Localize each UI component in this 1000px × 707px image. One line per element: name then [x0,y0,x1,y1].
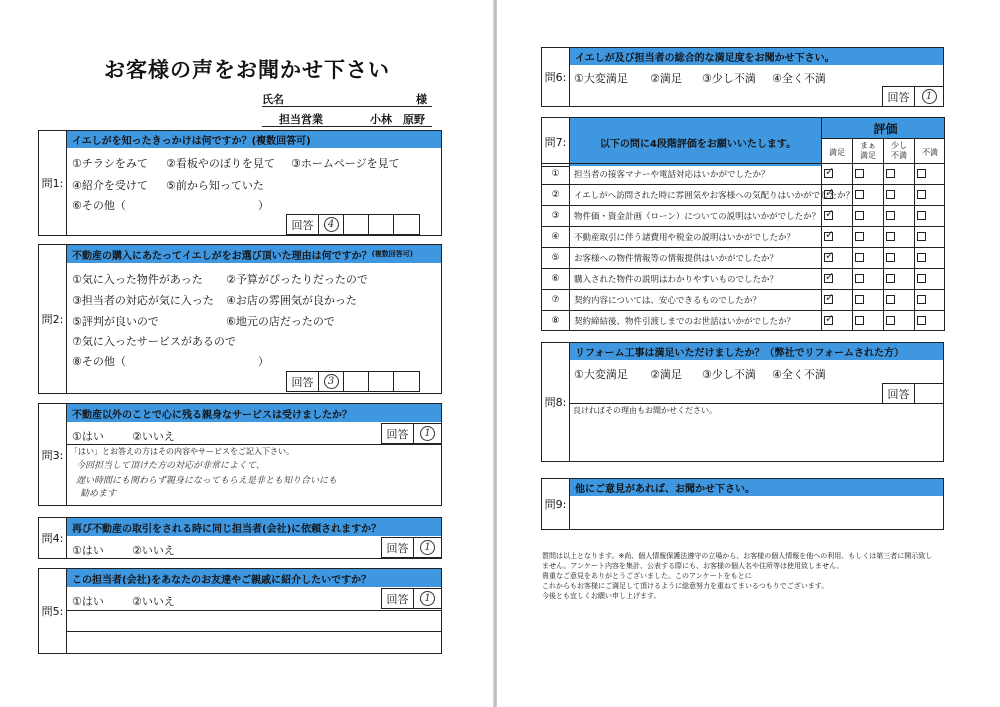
left-page [0,0,494,707]
q8-heading: リフォーム工事は満足いただけましたか？（弊社でリフォームされた方） [570,343,943,360]
q2-option-1[interactable]: ①気に入った物件があった [72,273,203,286]
q8-label: 問8: [541,342,570,462]
q7-checkbox[interactable] [855,295,864,304]
q7-checkbox[interactable] [855,169,864,178]
q7-row [541,205,947,226]
q6-answer-label: 回答 [883,87,915,106]
q3-label: 問3: [38,403,67,506]
footer-line-1: 質問は以上となります。※尚、個人情報保護法遵守の立場から、お客様の個人情報を他への利用、もしくは第三者に開示致し [542,552,933,560]
footer-line-4: これからもお客様にご満足して頂けるように総意努力を重ねてまいるつもりでございます。 [542,582,829,590]
q5-answer-box[interactable] [381,588,442,609]
q7-col-4: 不満 [922,148,938,157]
q7-checkbox[interactable] [855,232,864,241]
q1-option-1[interactable]: ①チラシをみて [72,157,148,170]
q8-reason-label: 良ければその理由もお聞かせください。 [573,406,717,415]
q6-label: 問6: [541,47,570,107]
q1-answer-box[interactable] [286,214,420,235]
q4-heading: 再び不動産の取引をされる時に同じ担当者(会社)に依頼されますか？ [67,518,441,536]
q1-option-2[interactable]: ②看板やのぼりを見て [166,157,275,170]
q7-checkbox[interactable] [917,274,926,283]
q7-row-number: ② [551,189,560,200]
q7-checkbox[interactable] [917,190,926,199]
q5-answer-label: 回答 [382,589,414,608]
q7-row-question: 購入された物件の説明はわかりやすいものでしたか？ [574,274,779,285]
q7-col-2: まぁ満足 [860,141,876,160]
q7-row-number: ⑦ [551,294,560,305]
q7-rows [541,163,945,331]
q7-row-number: ① [551,168,560,179]
q2-option-4[interactable]: ④お店の雰囲気が良かった [226,294,357,307]
q6-option-2[interactable]: ②満足 [650,72,682,85]
sales-name: 小林 原野 [370,113,425,126]
q9-heading: 他にご意見があれば、お聞かせ下さい。 [570,479,943,496]
q7-heading: 以下の問に4段階評価をお願いいたします。 [570,118,821,166]
q2-option-8[interactable]: ⑧その他（ [72,355,126,368]
q2-label: 問2: [38,244,67,394]
q1-option-4[interactable]: ④紹介を受けて [72,179,148,192]
sales-label: 担当営業 [279,113,323,126]
q7-checkbox[interactable] [824,232,833,241]
q3-option-1[interactable]: ①はい [72,430,104,443]
q7-checkbox[interactable] [824,190,833,199]
q8-option-3[interactable]: ③少し不満 [702,368,756,381]
page-title: お客様の声をお聞かせ下さい [104,58,390,82]
q1-option-3[interactable]: ③ホームページを見て [291,157,400,170]
q7-checkbox[interactable] [886,295,895,304]
q7-row-question: お客様への物件情報等の情報提供はいかがでしたか？ [574,253,779,264]
q1-option-6[interactable]: ⑥その他（ [72,199,126,212]
q7-checkbox[interactable] [824,211,833,220]
q7-row [541,163,947,184]
q8-answer-box[interactable] [882,383,944,404]
q7-checkbox[interactable] [917,232,926,241]
q7-row [541,247,947,268]
q7-checkbox[interactable] [855,211,864,220]
q3-answer-box[interactable] [381,423,442,444]
q8-answer-value [915,384,943,403]
q2-heading [67,245,441,263]
q7-checkbox[interactable] [917,211,926,220]
footer-notice [542,551,947,601]
q2-heading-text: 不動産の購入にあたってイエしがをお選び頂いた理由は何ですか？ [72,250,372,262]
q6-option-3[interactable]: ③少し不満 [702,72,756,85]
q2-option-2[interactable]: ②予算がぴったりだったので [226,273,368,286]
q7-eval-title: 評価 [822,118,944,138]
q2-heading-note: (複数回答可) [371,250,414,258]
q7-checkbox[interactable] [886,211,895,220]
q8-option-2[interactable]: ②満足 [650,368,682,381]
q4-answer-value: 1 [420,540,435,555]
q2-option-3[interactable]: ③担当者の対応が気に入った [72,294,214,307]
q6-answer-value: 1 [922,89,937,104]
q6-heading: イエしが及び担当者の総合的な満足度をお聞かせ下さい。 [570,48,943,65]
q2-answer-box[interactable] [286,371,420,392]
q7-row-question: 物件価・資金計画（ローン）についての説明はいかがでしたか？ [574,211,821,222]
q2-option-6[interactable]: ⑥地元の店だったので [226,315,335,328]
q7-label: 問7: [541,117,570,167]
q1-label: 問1: [38,130,67,236]
q7-row-number: ⑤ [551,252,560,263]
sama-label: 様 [416,93,427,106]
q7-checkbox[interactable] [824,169,833,178]
q7-checkbox[interactable] [886,190,895,199]
q6-answer-box[interactable] [882,86,944,107]
q7-checkbox[interactable] [886,169,895,178]
q3-handwriting-2: 遅い時間にも関わらず親身になってもらえ是非とも知り合いにも [76,476,338,486]
q1-answer-label: 回答 [287,215,319,234]
q3-answer-value: 1 [420,426,435,441]
q7-checkbox[interactable] [917,295,926,304]
q7-row-question: イエしがへ訪問された時に雰囲気やお客様への気配りはいかがでしたか？ [574,190,855,201]
q8-answer-label: 回答 [883,384,915,403]
q7-checkbox[interactable] [886,316,895,325]
q5-answer-value: 1 [420,591,435,606]
q7-row [541,184,947,205]
q3-handwriting-1: 今回担当して頂けた方の対応が非常によくて、 [76,461,265,471]
q3-option-2[interactable]: ②いいえ [132,430,175,443]
q5-option-1[interactable]: ①はい [72,595,104,608]
q7-checkbox[interactable] [824,253,833,262]
q4-option-1[interactable]: ①はい [72,544,104,557]
q6-option-1[interactable]: ①大変満足 [574,72,628,85]
q1-option-5[interactable]: ⑤前から知っていた [166,179,264,192]
q7-checkbox[interactable] [917,253,926,262]
q7-checkbox[interactable] [824,274,833,283]
q7-row-number: ⑧ [551,315,560,326]
q7-row-question: 契約締結後、物件引渡しまでのお世話はいかがでしたか？ [574,316,796,327]
q6-option-4[interactable]: ④全く不満 [772,72,826,85]
q7-row-question: 担当者の接客マナーや電話対応はいかがでしたか？ [574,169,770,180]
q7-row-question: 契約内容については、安心できるものでしたか？ [574,295,761,306]
footer-line-5: 今後とも宜しくお願い申し上げます。 [542,592,661,600]
q7-checkbox[interactable] [855,253,864,262]
q7-row-question: 不動産取引に伴う諸費用や税金の説明はいかがでしたか？ [574,232,796,243]
footer-line-3: 貴重なご意見をありがとうございました。このアンケートをもとに [542,572,752,580]
q5-option-2[interactable]: ②いいえ [132,595,175,608]
q1-answer-value: 4 [324,217,339,232]
q2-answer-value: 3 [324,374,339,389]
q4-option-2[interactable]: ②いいえ [132,544,175,557]
q2-option-7[interactable]: ⑦気に入ったサービスがあるので [72,335,236,348]
q7-row [541,310,947,331]
q7-checkbox[interactable] [824,316,833,325]
q1-heading: イエしがを知ったきっかけは何ですか？(複数回答可) [67,131,441,148]
q7-checkbox[interactable] [917,316,926,325]
q7-checkbox[interactable] [886,274,895,283]
q7-col-1: 満足 [829,148,845,157]
q7-checkbox[interactable] [855,190,864,199]
q7-col-3: 少し不満 [891,141,907,160]
q4-label: 問4: [38,517,67,559]
q7-checkbox[interactable] [917,169,926,178]
q7-checkbox[interactable] [886,232,895,241]
q7-row [541,268,947,289]
q7-row-number: ⑥ [551,273,560,284]
q7-checkbox[interactable] [855,274,864,283]
q9-label: 問9: [541,478,570,530]
q3-answer-label: 回答 [382,424,414,443]
q4-answer-box[interactable] [381,537,442,558]
q8-option-4[interactable]: ④全く不満 [772,368,826,381]
q2-option-8-close: ） [258,355,269,368]
q7-checkbox[interactable] [855,316,864,325]
q3-heading: 不動産以外のことで心に残る親身なサービスは受けましたか？ [67,404,441,422]
q5-heading: この担当者(会社)をあなたのお友達やご親戚に紹介したいですか？ [67,569,441,587]
q7-row-number: ④ [551,231,560,242]
name-label: 氏名 [262,93,284,106]
q7-row-number: ③ [551,210,560,221]
q3-note: 「はい」とお答えの方はその内容やサービスをご記入下さい。 [70,447,294,456]
q1-option-6-close: ） [258,199,269,212]
q7-checkbox[interactable] [886,253,895,262]
q7-row [541,289,947,310]
footer-line-2: ません。アンケート内容を集計、公表する際にも、お客様の個人名や住所等は使用致しません。 [542,562,844,570]
q5-label: 問5: [38,568,67,654]
q8-option-1[interactable]: ①大変満足 [574,368,628,381]
q4-answer-label: 回答 [382,538,414,557]
q7-checkbox[interactable] [824,295,833,304]
q3-handwriting-3: 勧めます [80,489,117,499]
q7-row [541,226,947,247]
q2-answer-label: 回答 [287,372,319,391]
q2-option-5[interactable]: ⑤評判が良いので [72,315,159,328]
